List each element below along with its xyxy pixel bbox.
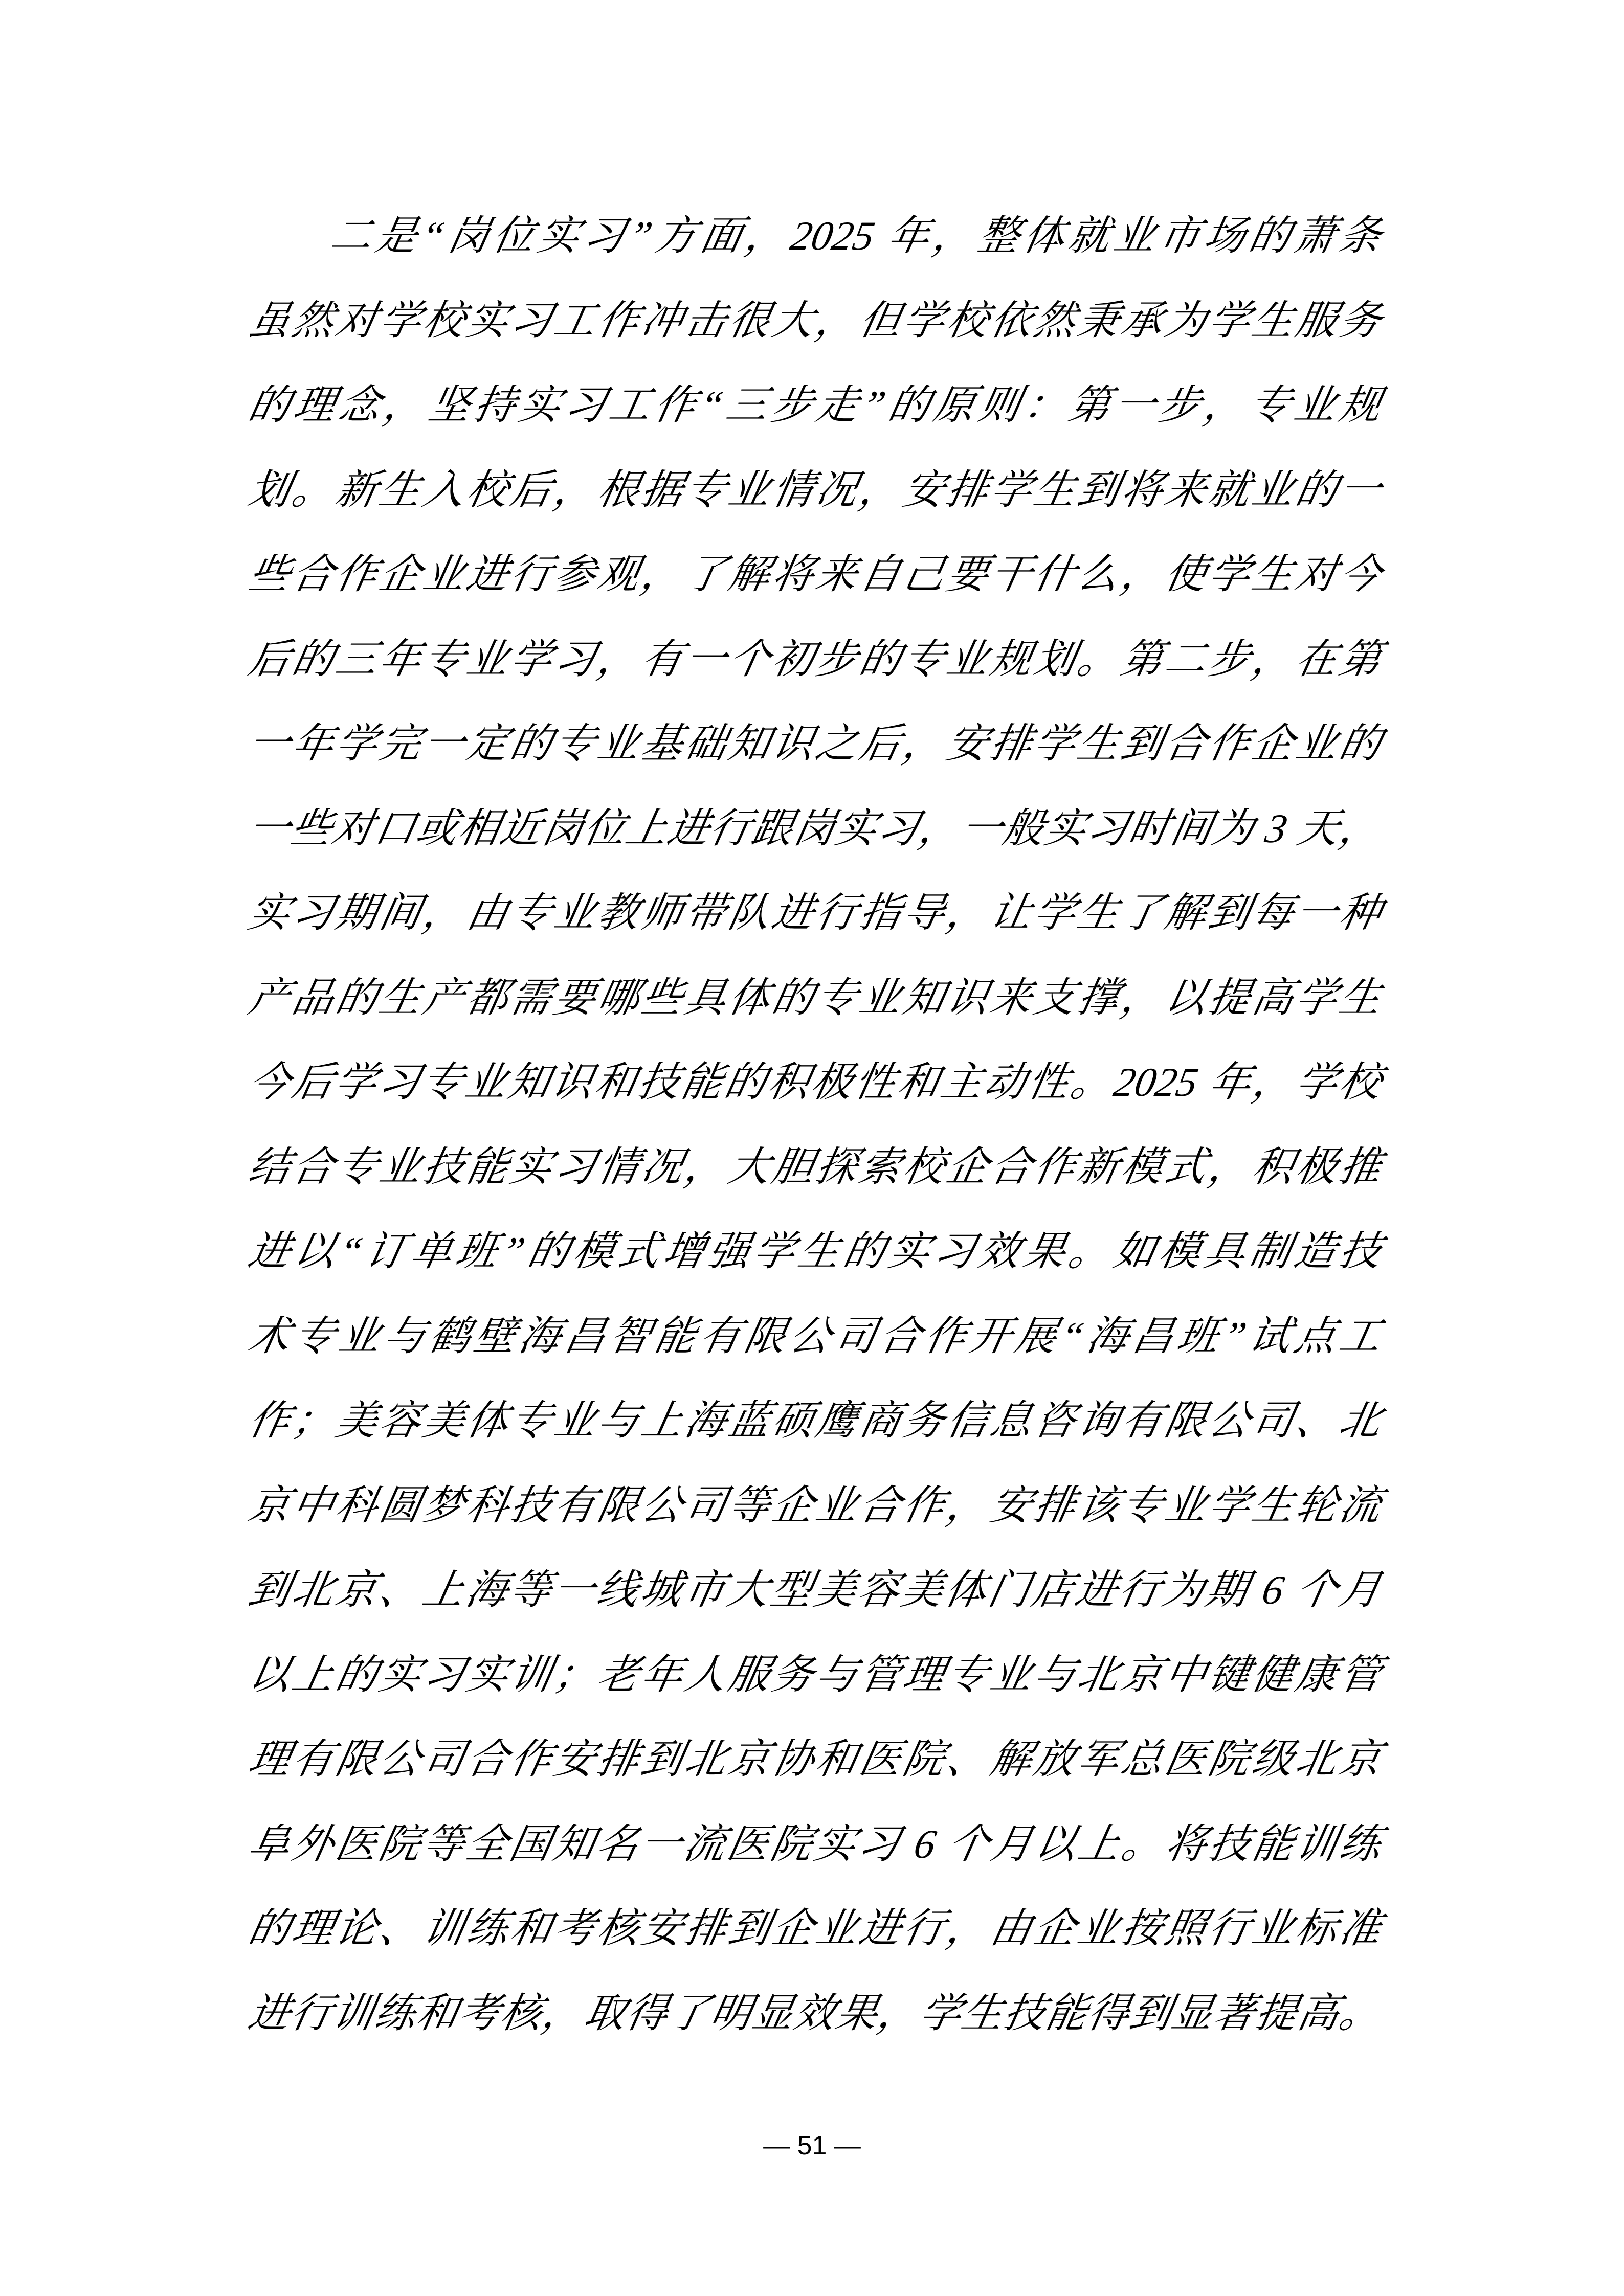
text-line: 二是“岗位实习”方面，2025 年，整体就业市场的萧条 <box>326 214 1386 259</box>
text-line: 的理念，坚持实习工作“三步走”的原则：第一步，专业规 <box>244 383 1386 428</box>
text-line: 些合作企业进行参观，了解将来自己要干什么，使学生对今 <box>244 552 1386 597</box>
text-line: 划。新生入校后，根据专业情况，安排学生到将来就业的一 <box>244 467 1386 513</box>
text-line: 以上的实习实训；老年人服务与管理专业与北京中键健康管 <box>244 1652 1386 1698</box>
text-line: 产品的生产都需要哪些具体的专业知识来支撑，以提高学生 <box>244 975 1386 1021</box>
text-line: 的理论、训练和考核安排到企业进行，由企业按照行业标准 <box>244 1906 1386 1951</box>
text-line: 京中科圆梦科技有限公司等企业合作，安排该专业学生轮流 <box>244 1483 1386 1528</box>
text-line: 今后学习专业知识和技能的积极性和主动性。2025 年，学校 <box>244 1060 1386 1105</box>
body-text-block <box>244 194 1386 2056</box>
text-line: 作；美容美体专业与上海蓝硕鹰商务信息咨询有限公司、北 <box>244 1399 1386 1444</box>
text-line: 进行训练和考核，取得了明显效果，学生技能得到显著提高。 <box>244 1991 1386 2036</box>
text-line: 理有限公司合作安排到北京协和医院、解放军总医院级北京 <box>244 1737 1386 1782</box>
text-line: 虽然对学校实习工作冲击很大，但学校依然秉承为学生服务 <box>244 298 1386 344</box>
text-line: 到北京、上海等一线城市大型美容美体门店进行为期 6 个月 <box>244 1568 1386 1613</box>
page-number: — 51 — <box>763 2131 861 2160</box>
text-line: 后的三年专业学习，有一个初步的专业规划。第二步，在第 <box>244 637 1386 682</box>
text-line: 术专业与鹤壁海昌智能有限公司合作开展“海昌班”试点工 <box>244 1314 1386 1359</box>
text-line: 实习期间，由专业教师带队进行指导，让学生了解到每一种 <box>244 891 1386 936</box>
text-line: 一年学完一定的专业基础知识之后，安排学生到合作企业的 <box>244 722 1386 767</box>
text-line: 结合专业技能实习情况，大胆探索校企合作新模式，积极推 <box>244 1144 1386 1190</box>
text-line: 进以“订单班”的模式增强学生的实习效果。如模具制造技 <box>244 1229 1386 1274</box>
text-line: 一些对口或相近岗位上进行跟岗实习，一般实习时间为 3 天， <box>244 806 1386 851</box>
text-line: 阜外医院等全国知名一流医院实习 6 个月以上。将技能训练 <box>244 1821 1386 1867</box>
